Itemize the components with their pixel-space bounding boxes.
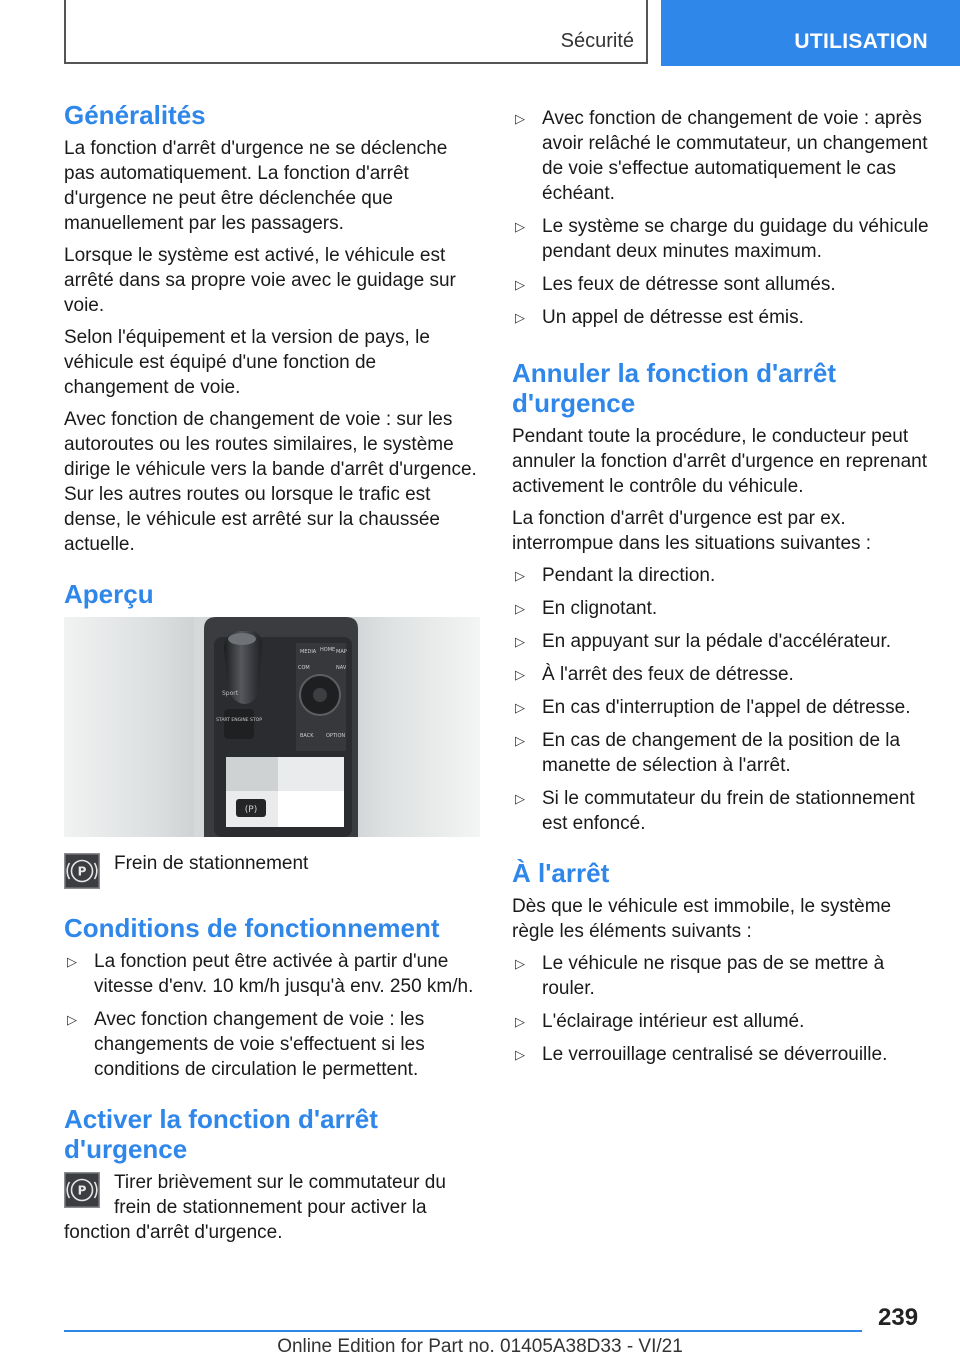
bullet-triangle-icon: ▷	[515, 1047, 525, 1062]
paragraph: La fonction d'arrêt d'urgence est par ex. interrompue dans les situations suivantes :	[512, 508, 872, 554]
list-item: ▷ Le véhicule ne risque pas de se mettre à rouler.	[515, 953, 885, 999]
header-section-box	[64, 0, 648, 64]
svg-text:P: P	[77, 864, 87, 879]
back-label: BACK	[300, 733, 314, 739]
activer-paragraph: P Tirer brièvement sur le commutateur du frein de stationnement pour activer la fonction d'arrêt d'urgence.	[64, 1172, 446, 1243]
bullet-triangle-icon: ▷	[515, 568, 525, 583]
paragraph: Selon l'équipement et la version de pays, le véhicule est équipé d'une fonction de changement de voie.	[64, 327, 430, 398]
bullet-triangle-icon: ▷	[515, 1014, 525, 1029]
map-label: MAP	[336, 649, 347, 655]
nav-label: NAV	[336, 665, 347, 671]
parking-brake-icon	[64, 1172, 100, 1208]
bullet-triangle-icon: ▷	[515, 111, 525, 126]
bullet-triangle-icon: ▷	[515, 956, 525, 971]
list-item: ▷ Pendant la direction.	[515, 565, 716, 586]
paragraph: Lorsque le système est activé, le véhicule est arrêté dans sa propre voie avec le guidage sur voie.	[64, 245, 456, 316]
list-item: ▷ Le verrouillage centralisé se déverrouille.	[515, 1044, 888, 1065]
bullet-triangle-icon: ▷	[515, 219, 525, 234]
bullet-triangle-icon: ▷	[515, 667, 525, 682]
heading-conditions: Conditions de fonctionnement	[64, 913, 440, 943]
parking-brake-legend	[64, 851, 482, 889]
footer-divider	[64, 1330, 862, 1332]
left-column	[64, 100, 482, 1245]
heading-apercu: Aperçu	[64, 579, 154, 609]
parking-brake-icon	[64, 853, 100, 889]
list-item: ▷ Les feux de détresse sont allumés.	[515, 274, 836, 295]
list-item: ▷ Avec fonction de changement de voie : après avoir relâché le commutateur, un changement de voie s'effectue automatiquement le cas échéant.	[515, 108, 928, 204]
header-chapter-title: UTILISATION	[794, 30, 928, 53]
svg-text:P: P	[77, 1183, 87, 1198]
parking-brake-caption: Frein de stationnement	[114, 853, 309, 874]
svg-text:(P): (P)	[244, 805, 258, 815]
start-stop-label: START ENGINE STOP	[216, 718, 262, 723]
list-item: ▷ En appuyant sur la pédale d'accélérateur.	[515, 631, 892, 652]
list-item: ▷ Si le commutateur du frein de stationnement est enfoncé.	[515, 788, 915, 834]
header-chapter-box	[661, 0, 960, 66]
media-label: MEDIA	[300, 649, 317, 655]
footer-edition: Online Edition for Part no. 01405A38D33 - VI/21	[277, 1336, 683, 1357]
list-item: ▷ Le système se charge du guidage du véhicule pendant deux minutes maximum.	[515, 216, 929, 262]
interruption-list	[512, 563, 930, 836]
bullet-triangle-icon: ▷	[515, 601, 525, 616]
bullet-triangle-icon: ▷	[515, 310, 525, 325]
paragraph: Dès que le véhicule est immobile, le système règle les éléments suivants :	[512, 896, 892, 942]
list-item: ▷ En cas de changement de la position de la manette de sélection à l'arrêt.	[515, 730, 901, 776]
header-section-title: Sécurité	[560, 30, 634, 52]
page-header	[0, 0, 960, 66]
conditions-list	[64, 949, 482, 1082]
heading-arret: À l'arrêt	[512, 858, 610, 888]
activation-effects-list	[512, 106, 930, 330]
gear-selector-console-photo	[64, 617, 480, 837]
heading-generalites: Généralités	[64, 100, 206, 130]
paragraph: La fonction d'arrêt d'urgence ne se déclenche pas automatiquement. La fonction d'arrêt d'urgence ne peut être déclenchée que manuellement par les passagers.	[64, 138, 448, 234]
home-label: HOME	[320, 647, 336, 653]
heading-annuler: Annuler la fonction d'arrêt d'urgence	[512, 358, 836, 418]
heading-activer: Activer la fonction d'arrêt d'urgence	[64, 1104, 378, 1164]
paragraph: Avec fonction de changement de voie : sur les autoroutes ou les routes similaires, le système dirige le véhicule vers la bande d'arrêt d'urgence. Sur les autres routes ou lorsque le trafic est dense, le véhicule est arrêté sur la chaussée actuelle.	[64, 409, 477, 555]
list-item: ▷ En clignotant.	[515, 598, 658, 619]
bullet-triangle-icon: ▷	[515, 634, 525, 649]
sport-label: Sport	[222, 690, 239, 697]
list-item: ▷ La fonction peut être activée à partir d'une vitesse d'env. 10 km/h jusqu'à env. 250 km/h.	[67, 951, 474, 997]
list-item: ▷ L'éclairage intérieur est allumé.	[515, 1011, 805, 1032]
list-item: ▷ Un appel de détresse est émis.	[515, 307, 804, 328]
com-label: COM	[298, 665, 310, 671]
page-number: 239	[878, 1304, 919, 1331]
list-item: ▷ Avec fonction changement de voie : les changements de voie s'effectuent si les conditions de circulation le permettent.	[67, 1009, 425, 1080]
bullet-triangle-icon: ▷	[515, 277, 525, 292]
list-item: ▷ À l'arrêt des feux de détresse.	[515, 664, 794, 685]
right-column	[512, 106, 930, 1075]
bullet-triangle-icon: ▷	[67, 954, 77, 969]
bullet-triangle-icon: ▷	[515, 791, 525, 806]
bullet-triangle-icon: ▷	[67, 1012, 77, 1027]
bullet-triangle-icon: ▷	[515, 733, 525, 748]
arret-list	[512, 951, 930, 1067]
bullet-triangle-icon: ▷	[515, 700, 525, 715]
paragraph: Pendant toute la procédure, le conducteur peut annuler la fonction d'arrêt d'urgence en reprenant activement le contrôle du véhicule.	[512, 426, 927, 497]
option-label: OPTION	[326, 733, 346, 739]
list-item: ▷ En cas d'interruption de l'appel de détresse.	[515, 697, 911, 718]
